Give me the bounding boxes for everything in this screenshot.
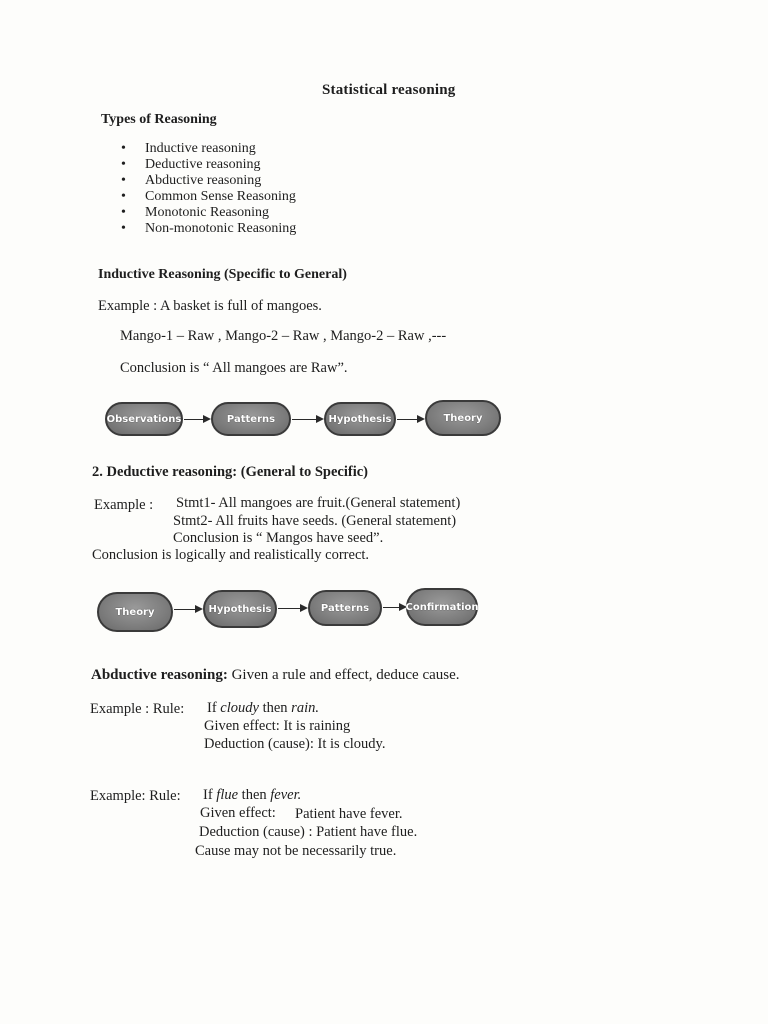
flow-node-patterns: Patterns <box>308 590 382 626</box>
flow-node-hypothesis: Hypothesis <box>203 590 277 628</box>
rule-if: If <box>207 700 221 716</box>
page-title: Statistical reasoning <box>322 82 456 98</box>
rule-condition: flue <box>216 787 239 803</box>
list-item: • Monotonic Reasoning <box>121 205 296 221</box>
arrow-icon <box>278 608 306 609</box>
deductive-heading: 2. Deductive reasoning: (General to Specific) <box>92 464 368 480</box>
flow-node-observations: Observations <box>105 402 183 436</box>
abductive-ex2-label: Example: Rule: <box>90 788 181 804</box>
deductive-note: Conclusion is logically and realistically correct. <box>92 547 370 563</box>
list-item: • Deductive reasoning <box>121 157 296 173</box>
deductive-stmt2: Stmt2- All fruits have seeds. (General statement) <box>173 513 457 529</box>
rule-result: fever. <box>270 787 302 803</box>
deductive-example-label: Example : <box>94 497 154 513</box>
abductive-heading <box>91 667 460 684</box>
arrow-icon <box>383 607 405 608</box>
rule-result: rain. <box>291 700 319 716</box>
inductive-conclusion: Conclusion is “ All mangoes are Raw”. <box>120 360 348 376</box>
arrow-icon <box>174 609 201 610</box>
types-heading: Types of Reasoning <box>101 112 217 127</box>
arrow-icon <box>397 419 423 420</box>
types-list <box>121 141 296 237</box>
abductive-ex1-rule <box>207 700 319 717</box>
flow-node-hypothesis: Hypothesis <box>324 402 396 436</box>
flow-node-patterns: Patterns <box>211 402 291 436</box>
arrow-icon <box>292 419 322 420</box>
flow-node-theory: Theory <box>425 400 501 436</box>
abductive-heading-bold: Abductive reasoning: <box>91 667 228 683</box>
inductive-heading: Inductive Reasoning (Specific to General) <box>98 267 347 282</box>
inductive-mangoes: Mango-1 – Raw , Mango-2 – Raw , Mango-2 – Raw ,--- <box>120 328 447 344</box>
abductive-ex1-effect: Given effect: It is raining <box>204 718 351 734</box>
abductive-ex2-effect-value: Patient have fever. <box>295 806 403 822</box>
deductive-conclusion: Conclusion is “ Mangos have seed”. <box>173 530 384 546</box>
rule-then: then <box>238 787 271 803</box>
list-item: • Inductive reasoning <box>121 141 296 157</box>
abductive-ex2-effect-label: Given effect: <box>200 805 276 821</box>
rule-then: then <box>258 700 292 716</box>
deductive-stmt1: Stmt1- All mangoes are fruit.(General statement) <box>176 495 461 511</box>
abductive-ex1-deduction: Deduction (cause): It is cloudy. <box>204 736 386 752</box>
rule-condition: cloudy <box>220 700 259 716</box>
abductive-ex1-label: Example : Rule: <box>90 701 185 717</box>
flow-node-confirmation: Confirmation <box>406 588 478 626</box>
list-item: • Non-monotonic Reasoning <box>121 221 296 237</box>
abductive-heading-rest: Given a rule and effect, deduce cause. <box>227 667 460 683</box>
arrow-icon <box>184 419 209 420</box>
inductive-example: Example : A basket is full of mangoes. <box>98 298 322 314</box>
list-item: • Common Sense Reasoning <box>121 189 296 205</box>
abductive-ex2-deduction: Deduction (cause) : Patient have flue. <box>199 824 418 840</box>
rule-if: If <box>203 787 217 803</box>
abductive-ex2-note: Cause may not be necessarily true. <box>195 843 397 859</box>
abductive-ex2-rule <box>203 787 301 804</box>
flow-node-theory: Theory <box>97 592 173 632</box>
list-item: • Abductive reasoning <box>121 173 296 189</box>
